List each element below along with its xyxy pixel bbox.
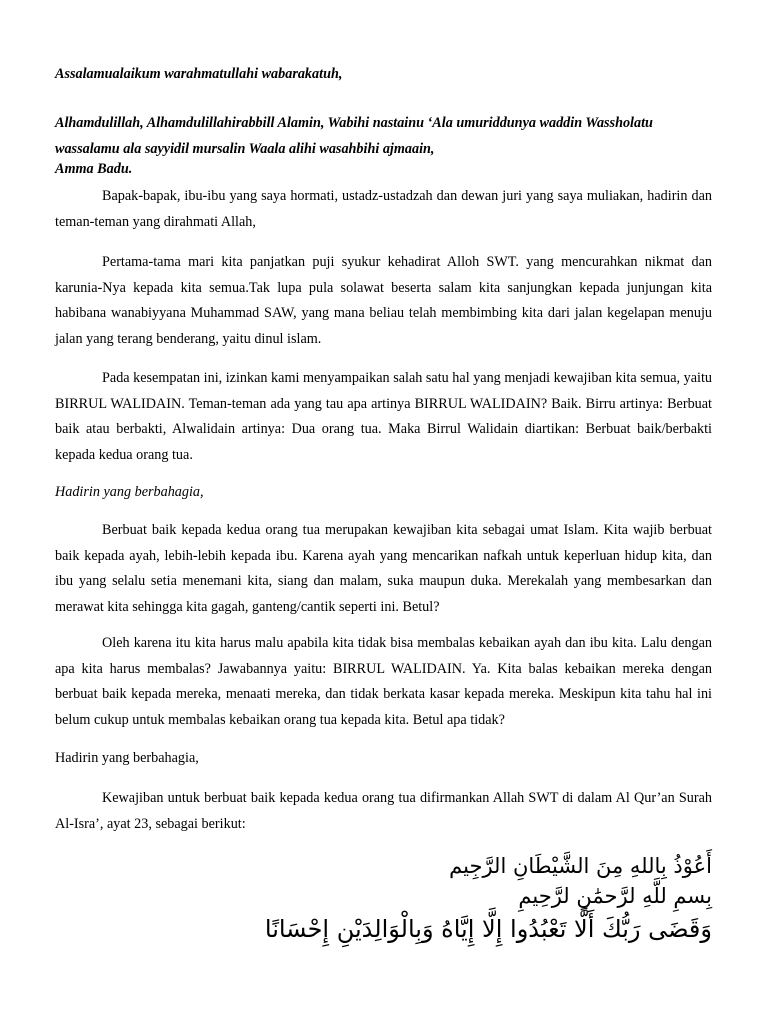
amma-badu: Amma Badu. bbox=[55, 161, 133, 177]
hadirin-heading: Hadirin yang berbahagia, bbox=[55, 750, 199, 766]
hadirin-heading-italic: Hadirin yang berbahagia, bbox=[55, 484, 204, 500]
paragraph-quran-reference: Kewajiban untuk berbuat baik kepada kedua orang tua difirmankan Allah SWT di dalam Al Qur’an Surah Al-Isra’, ayat 23, sebagai berikut: bbox=[55, 790, 712, 832]
opening-line-1: Alhamdulillah, Alhamdulillahirabbill Alamin, Wabihi nastainu ‘Ala umuriddunya waddin Wassholatu bbox=[55, 115, 653, 131]
paragraph-repay-kindness: Oleh karena itu kita harus malu apabila kita tidak bisa membalas kebaikan ayah dan ibu kita. Lalu dengan apa kita harus membalas? Jawabannya yaitu: BIRRUL WALIDAIN. Ya. Kita balas kebaikan mereka dengan berbuat baik kepada mereka, menaati mereka, dan tidak berkata kasar kepada mereka. Meskipun kita tahu hal ini belum cukup untuk membalas kebaikan orang tua kepada kita. Betul apa tidak? bbox=[55, 635, 712, 728]
arabic-verse-al-isra-23: وَقَضَى رَبُّكَ أَلَّا تَعْبُدُوا إِلَّا إِيَّاهُ وَبِالْوَالِدَيْنِ إِحْسَانًا bbox=[264, 915, 712, 943]
paragraph-gratitude: Pertama-tama mari kita panjatkan puji syukur kehadirat Alloh SWT. yang mencurahkan nikmat dan karunia-Nya kepada kita semua.Tak lupa pula solawat beserta salam kita sanjungkan kepada junjungan kita habibana wanabiyyana Muhammad SAW, yang mana beliau telah membimbing kita dari jalan kegelapan menuju jalan yang terang benderang, yaitu dinul islam. bbox=[55, 254, 712, 347]
greeting: Assalamualaikum warahmatullahi wabarakatuh, bbox=[55, 66, 343, 82]
document-page bbox=[55, 62, 712, 947]
arabic-taawudz: أَعُوْذُ بِاللهِ مِنَ الشَّيْطَانِ الرَّجِيم bbox=[449, 854, 712, 878]
paragraph-obligation: Berbuat baik kepada kedua orang tua merupakan kewajiban kita sebagai umat Islam. Kita wajib berbuat baik kepada ayah, lebih-lebih kepada ibu. Karena ayah yang mencarikan nafkah untuk keperluan hidup kita, dan ibu yang selalu setia menemani kita, siang dan malam, suka maupun duka. Merekalah yang membesarkan dan merawat kita sehingga kita gagah, ganteng/cantik seperti ini. Betul? bbox=[55, 522, 712, 615]
arabic-basmalah: بِسمِ للَّهِ لرَّحمَٰنِ لرَّحِيمِ bbox=[518, 884, 712, 908]
paragraph-birrul-walidain: Pada kesempatan ini, izinkan kami menyampaikan salah satu hal yang menjadi kewajiban kita semua, yaitu BIRRUL WALIDAIN. Teman-teman ada yang tau apa artinya BIRRUL WALIDAIN? Baik. Birru artinya: Berbuat baik atau berbakti, Alwalidain artinya: Dua orang tua. Maka Birrul Walidain diartikan: Berbuat baik/berbakti kepada kedua orang tua. bbox=[55, 370, 712, 463]
opening-line-2: wassalamu ala sayyidil mursalin Waala alihi wasahbihi ajmaain, bbox=[55, 141, 435, 157]
paragraph-salutation: Bapak-bapak, ibu-ibu yang saya hormati, ustadz-ustadzah dan dewan juri yang saya muliakan, hadirin dan teman-teman yang dirahmati Allah, bbox=[55, 188, 712, 230]
